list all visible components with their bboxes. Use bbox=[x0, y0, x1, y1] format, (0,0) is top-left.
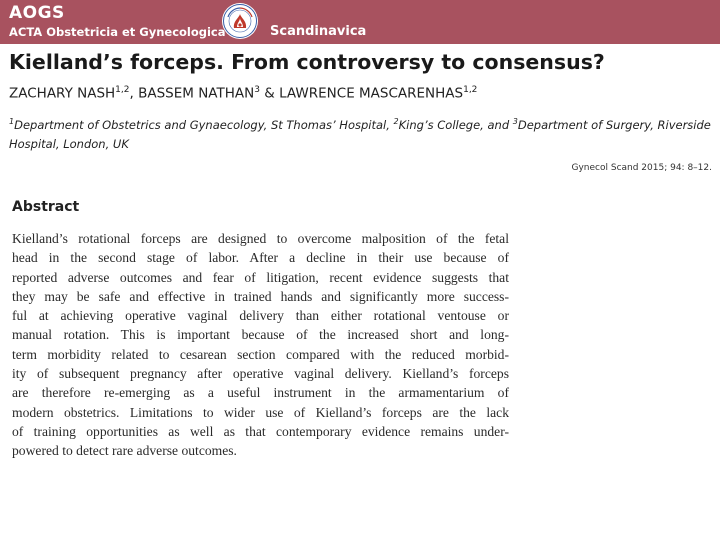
author-separator: & bbox=[259, 85, 280, 102]
abstract-line: head in the second stage of labor. After a decline in their use because of bbox=[12, 250, 509, 266]
abstract-line: term morbidity related to cesarean section compared with the reduced morbid- bbox=[12, 346, 509, 362]
affiliation-marker: 1 bbox=[9, 117, 15, 126]
abstract-body bbox=[12, 229, 509, 461]
author-name: BASSEM NATHAN bbox=[138, 85, 255, 102]
citation: Gynecol Scand 2015; 94: 8–12. bbox=[571, 163, 712, 173]
journal-brand: AOGS bbox=[9, 3, 65, 23]
abstract-line: they may be safe and effective in trained hands and significantly more success- bbox=[12, 288, 509, 304]
author-affiliation-marker: 3 bbox=[254, 85, 260, 95]
journal-name: ACTA Obstetricia et Gynecologica bbox=[9, 25, 226, 39]
article-title: Kielland’s forceps. From controversy to consensus? bbox=[9, 50, 605, 74]
abstract-line: are therefore re-emerging as a useful instrument in the armamentarium of bbox=[12, 385, 509, 401]
affiliation-marker: 2 bbox=[393, 117, 399, 126]
author-name: LAWRENCE MASCARENHAS bbox=[279, 85, 464, 102]
abstract-line: ity of subsequent pregnancy after operative vaginal delivery. Kielland’s forceps bbox=[12, 366, 509, 382]
author-separator: , bbox=[129, 85, 139, 102]
journal-name-scandinavica: Scandinavica bbox=[270, 24, 367, 39]
abstract-line: powered to detect rare adverse outcomes. bbox=[12, 443, 237, 459]
abstract-heading: Abstract bbox=[12, 199, 80, 215]
author-affiliation-marker: 1,2 bbox=[115, 85, 130, 95]
affiliation-text: Department of Obstetrics and Gynaecology, St Thomas’ Hospital, bbox=[14, 117, 394, 132]
author-list bbox=[9, 85, 709, 102]
affiliation-text: Department of Surgery, Riverside Hospital, London, UK bbox=[9, 117, 711, 151]
abstract-line: Kielland’s rotational forceps are designed to overcome malposition of the fetal bbox=[12, 231, 509, 246]
society-seal-icon bbox=[221, 2, 259, 40]
abstract-line: reported adverse outcomes and fear of litigation, recent evidence suggests that bbox=[12, 269, 509, 285]
affiliation-marker: 3 bbox=[512, 117, 518, 126]
affiliations bbox=[9, 112, 714, 154]
abstract-line: modern obstetrics. Limitations to wider use of Kielland’s forceps are the lack bbox=[12, 404, 509, 420]
author-name: ZACHARY NASH bbox=[9, 85, 116, 102]
author-affiliation-marker: 1,2 bbox=[463, 85, 478, 95]
abstract-line: ful at achieving operative vaginal delivery than either rotational ventouse or bbox=[12, 308, 509, 324]
journal-banner bbox=[0, 0, 720, 44]
abstract-line: manual rotation. This is important because of the increased short and long- bbox=[12, 327, 509, 343]
abstract-line: of training opportunities as well as that contemporary evidence remains under- bbox=[12, 423, 509, 439]
affiliation-text: King’s College, and bbox=[398, 117, 513, 132]
